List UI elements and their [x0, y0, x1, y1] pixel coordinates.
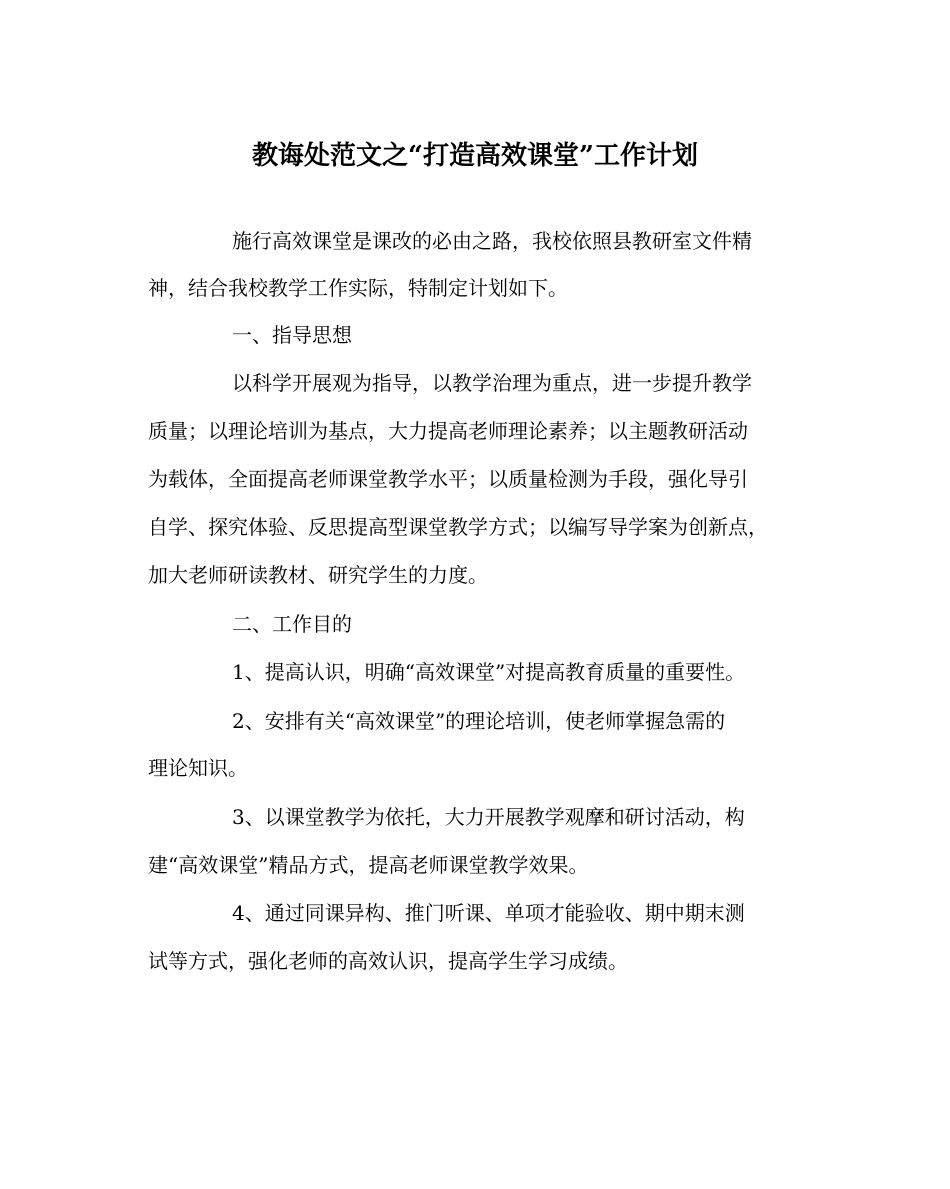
- list-item: 1、提高认识，明确“高效课堂”对提高教育质量的重要性。: [232, 660, 746, 684]
- paragraph-line: 神，结合我校教学工作实际，特制定计划如下。: [148, 276, 568, 300]
- section-heading: 一、指导思想: [232, 323, 352, 347]
- paragraph-line: 质量；以理论培训为基点，大力提高老师理论素养；以主题教研活动: [148, 419, 748, 443]
- list-item-continuation: 试等方式，强化老师的高效认识，提高学生学习成绩。: [148, 949, 628, 973]
- paragraph-line: 为载体，全面提高老师课堂教学水平；以质量检测为手段，强化导引: [148, 467, 748, 491]
- list-item-continuation: 建“高效课堂”精品方式，提高老师课堂教学效果。: [148, 853, 589, 877]
- section-heading: 二、工作目的: [232, 612, 352, 636]
- document-title: 教诲处范文之“打造高效课堂”工作计划: [252, 141, 698, 171]
- list-item: 2、安排有关“高效课堂”的理论培训，使老师掌握急需的: [232, 709, 726, 733]
- list-item-continuation: 理论知识。: [148, 756, 248, 780]
- list-item: 4、通过同课异构、推门听课、单项才能验收、期中期末测: [232, 901, 745, 925]
- paragraph-line: 以科学开展观为指导，以教学治理为重点，进一步提升教学: [232, 371, 752, 395]
- list-item: 3、以课堂教学为依托，大力开展教学观摩和研讨活动，构: [232, 805, 745, 829]
- paragraph-line: 自学、探究体验、反思提高型课堂教学方式；以编写导学案为创新点，: [148, 515, 768, 539]
- paragraph-line: 施行高效课堂是课改的必由之路，我校依照县教研室文件精: [232, 229, 752, 253]
- paragraph-line: 加大老师研读教材、研究学生的力度。: [148, 563, 488, 587]
